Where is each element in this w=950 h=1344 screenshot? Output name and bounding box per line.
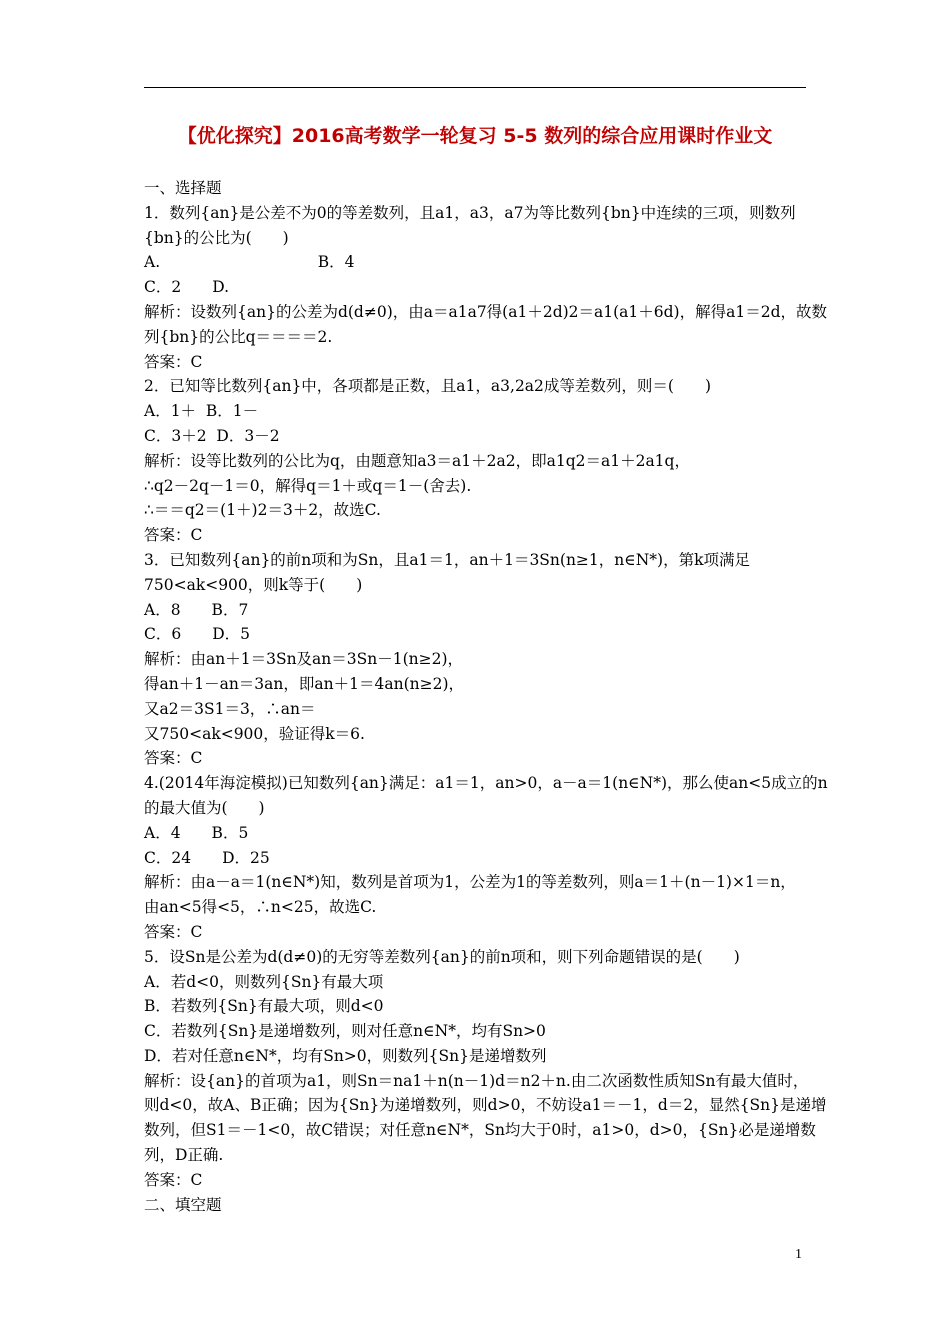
- text-line: 解析：由an＋1＝3Sn及an＝3Sn－1(n≥2)，: [144, 650, 464, 669]
- text-line: 1．数列{an}是公差不为0的等差数列，且a1，a3，a7为等比数列{bn}中连续的三项，则数列: [144, 203, 796, 222]
- text-line: A．若d<0，则数列{Sn}有最大项: [144, 972, 384, 991]
- text-line: 列，D正确.: [144, 1146, 224, 1165]
- text-line: C．6 D．5: [144, 625, 251, 644]
- text-line: 3．已知数列{an}的前n项和为Sn，且a1＝1，an＋1＝3Sn(n≥1，n∈N*)，第k项满足: [144, 550, 750, 569]
- text-line: C．3＋2 D．3－2: [144, 426, 280, 445]
- text-line: 答案：C: [144, 922, 203, 941]
- text-line: C．24 D．25: [144, 848, 270, 867]
- text-line: 答案：C: [144, 352, 203, 371]
- text-line: 解析：设等比数列的公比为q，由题意知a3＝a1＋2a2，即a1q2＝a1＋2a1q，: [144, 451, 690, 470]
- text-line: 则d<0，故A、B正确；因为{Sn}为递增数列，则d>0，不妨设a1＝－1，d＝2，显然{Sn}是递增: [144, 1096, 827, 1115]
- text-line: 由an<5得<5，∴n<25，故选C.: [144, 898, 377, 917]
- text-line: A．4 B．5: [144, 823, 249, 842]
- text-line: 答案：C: [144, 526, 203, 545]
- text-line: A. B．4: [144, 253, 355, 272]
- text-line: A．1＋ B．1－: [144, 402, 259, 421]
- text-line: 解析：由a－a＝1(n∈N*)知，数列是首项为1，公差为1的等差数列，则a＝1＋(n－1)×1＝n，: [144, 873, 796, 892]
- text-line: C．2 D.: [144, 278, 230, 297]
- text-line: A．8 B．7: [144, 600, 249, 619]
- text-line: 解析：设{an}的首项为a1，则Sn＝na1＋n(n－1)d＝n2＋n.由二次函数性质知Sn有最大值时，: [144, 1071, 809, 1090]
- text-line: 解析：设数列{an}的公差为d(d≠0)，由a＝a1a7得(a1＋2d)2＝a1(a1＋6d)，解得a1＝2d，故数: [144, 302, 827, 321]
- document-body: [144, 176, 828, 1217]
- document-title: 【优化探究】2016高考数学一轮复习 5-5 数列的综合应用课时作业文: [177, 125, 773, 147]
- text-line: 750<ak<900，则k等于( ): [144, 575, 363, 594]
- text-line: 4.(2014年海淀模拟)已知数列{an}满足：a1＝1，an>0，a－a＝1(n∈N*)，那么使an<5成立的n: [144, 774, 828, 793]
- text-line: 又750<ak<900，验证得k＝6.: [144, 724, 365, 743]
- text-line: 得an＋1－an＝3an，即an＋1＝4an(n≥2)，: [144, 674, 464, 693]
- text-line: D．若对任意n∈N*，均有Sn>0，则数列{Sn}是递增数列: [144, 1046, 547, 1065]
- text-line: 列{bn}的公比q＝＝＝＝2.: [144, 327, 333, 346]
- text-line: C．若数列{Sn}是递增数列，则对任意n∈N*，均有Sn>0: [144, 1022, 546, 1041]
- text-line: 又a2＝3S1＝3，∴an＝: [144, 699, 316, 718]
- text-line: 答案：C: [144, 749, 203, 768]
- header-rule: [144, 87, 806, 88]
- text-line: ∴＝＝q2＝(1＋)2＝3＋2，故选C.: [144, 501, 381, 520]
- text-line: 的最大值为( ): [144, 798, 265, 817]
- text-line: ∴q2－2q－1＝0，解得q＝1＋或q＝1－(舍去).: [144, 476, 472, 495]
- text-line: 答案：C: [144, 1170, 203, 1189]
- text-line: 二、填空题: [144, 1195, 222, 1214]
- text-line: B．若数列{Sn}有最大项，则d<0: [144, 997, 384, 1016]
- text-line: 2．已知等比数列{an}中，各项都是正数，且a1，a3,2a2成等差数列，则＝( ): [144, 377, 712, 396]
- text-line: 5．设Sn是公差为d(d≠0)的无穷等差数列{an}的前n项和，则下列命题错误的是( ): [144, 947, 740, 966]
- text-line: 数列，但S1＝－1<0，故C错误；对任意n∈N*，Sn均大于0时，a1>0，d>0，{Sn}必是递增数: [144, 1121, 816, 1140]
- page-number: 1: [795, 1247, 802, 1262]
- text-line: 一、选择题: [144, 179, 222, 197]
- text-line: {bn}的公比为( ): [144, 228, 289, 247]
